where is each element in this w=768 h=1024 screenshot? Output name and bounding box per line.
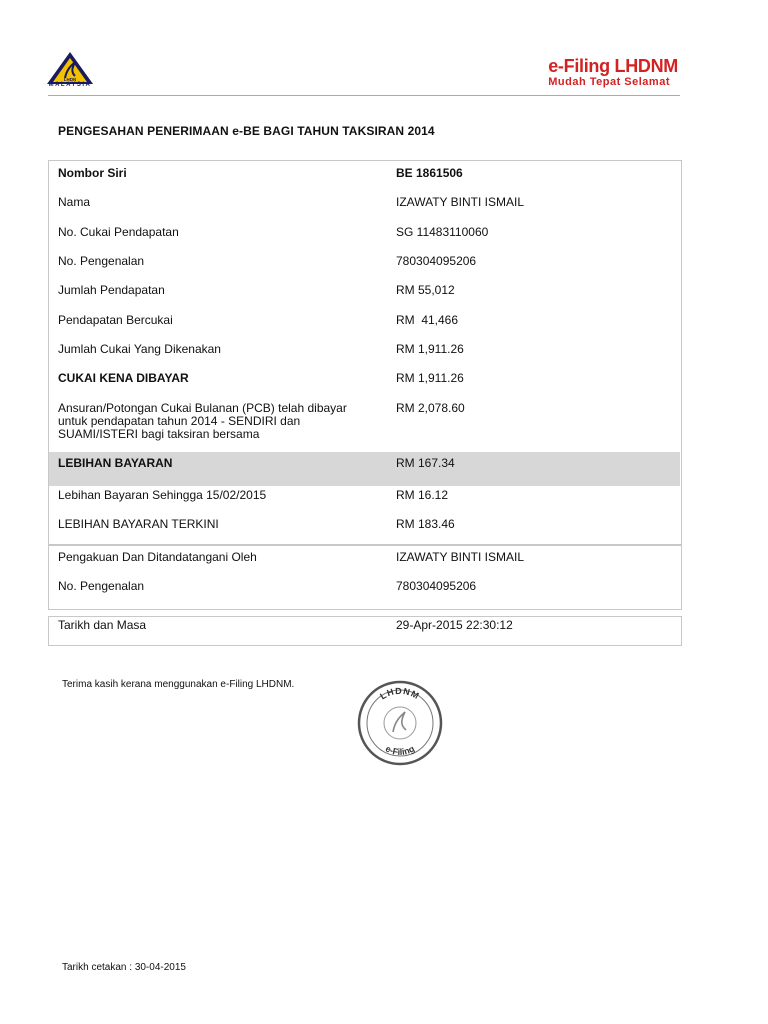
detail-value: SG 11483110060: [396, 225, 489, 239]
detail-label: No. Pengenalan: [58, 254, 145, 268]
detail-value: RM 1,911.26: [396, 342, 464, 356]
stamp-bottom-text: e-Filing: [383, 743, 417, 758]
detail-label-line: SUAMI/ISTERI bagi taksiran bersama: [58, 427, 260, 441]
document-title: PENGESAHAN PENERIMAAN e-BE BAGI TAHUN TAKSIRAN 2014: [58, 124, 435, 138]
svg-text:LHDNM: [378, 686, 421, 702]
print-date: Tarikh cetakan : 30-04-2015: [62, 962, 186, 973]
logo-subtext: MALAYSIA: [48, 82, 92, 88]
lhdn-logo-icon: [45, 50, 95, 86]
brand-title: e-Filing LHDNM: [548, 56, 678, 76]
detail-value: BE 1861506: [396, 166, 463, 180]
detail-value: RM 55,012: [396, 283, 455, 297]
detail-label-multiline: [58, 402, 378, 441]
timestamp-value: 29-Apr-2015 22:30:12: [396, 618, 513, 632]
brand-tagline: Mudah Tepat Selamat: [548, 76, 670, 88]
svg-text:e-Filing: [384, 743, 416, 757]
detail-value: IZAWATY BINTI ISMAIL: [396, 550, 525, 564]
detail-value: 780304095206: [396, 579, 477, 593]
detail-label: Lebihan Bayaran Sehingga 15/02/2015: [58, 488, 267, 502]
stamp-top-text: LHDNM: [378, 685, 422, 702]
detail-label: No. Cukai Pendapatan: [58, 225, 179, 239]
header-divider: [48, 95, 680, 96]
detail-label: LEBIHAN BAYARAN: [58, 456, 173, 470]
detail-value: RM 1,911.26: [396, 371, 464, 385]
stamp-seal-icon: [355, 678, 445, 768]
detail-label: Jumlah Cukai Yang Dikenakan: [58, 342, 221, 356]
detail-label-line: untuk pendapatan tahun 2014 - SENDIRI dan: [58, 414, 301, 428]
detail-value: RM 16.12: [396, 488, 449, 502]
thank-you-note: Terima kasih kerana menggunakan e-Filing LHDNM.: [62, 679, 295, 690]
detail-value: RM 167.34: [396, 456, 455, 470]
detail-label: LEBIHAN BAYARAN TERKINI: [58, 517, 219, 531]
detail-value: RM 183.46: [396, 517, 455, 531]
timestamp-label: Tarikh dan Masa: [58, 618, 147, 632]
efiling-stamp: [355, 678, 445, 768]
logo-text: LHDN: [63, 77, 77, 82]
detail-label: Nama: [58, 195, 91, 209]
detail-label: CUKAI KENA DIBAYAR: [58, 371, 189, 385]
detail-label: Jumlah Pendapatan: [58, 283, 165, 297]
detail-label: Pendapatan Bercukai: [58, 313, 173, 327]
detail-label-line: Ansuran/Potongan Cukai Bulanan (PCB) telah dibayar: [58, 401, 347, 415]
detail-label: Pengakuan Dan Ditandatangani Oleh: [58, 550, 257, 564]
efiling-brand: [548, 56, 678, 88]
detail-value: RM 41,466: [396, 313, 459, 327]
detail-label: No. Pengenalan: [58, 579, 145, 593]
detail-value: IZAWATY BINTI ISMAIL: [396, 195, 525, 209]
detail-label: Nombor Siri: [58, 166, 127, 180]
detail-value: 780304095206: [396, 254, 477, 268]
detail-value: RM 2,078.60: [396, 401, 465, 415]
